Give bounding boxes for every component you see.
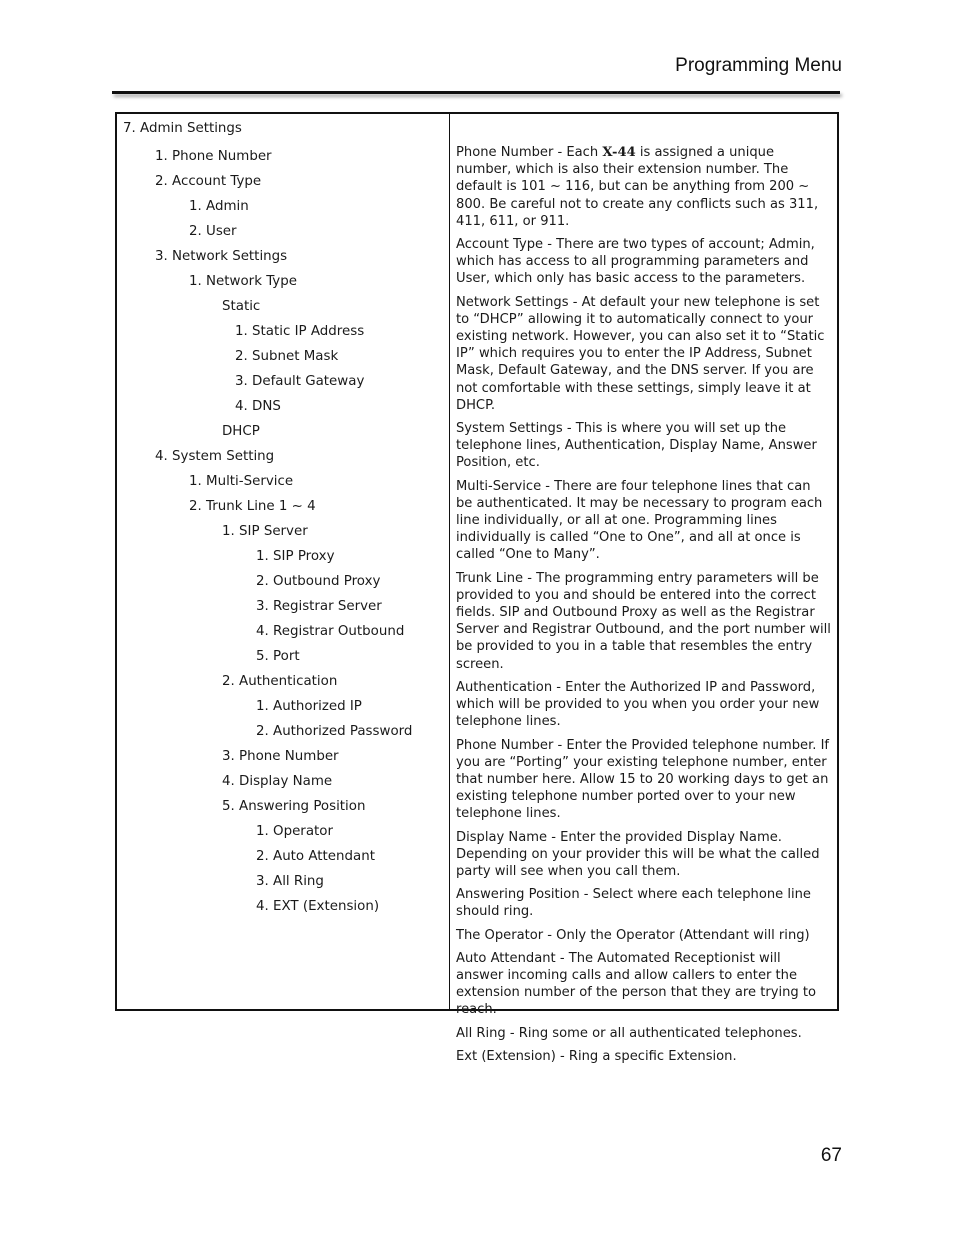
- menu-item: 2. Authentication: [222, 674, 338, 689]
- menu-item: 1. SIP Server: [222, 524, 308, 539]
- admin-settings-table: [115, 112, 839, 1064]
- desc-operator: The Operator - Only the Operator (Attendant will ring): [456, 927, 810, 943]
- menu-section-title: 7. Admin Settings: [123, 121, 242, 136]
- menu-item: 2. Outbound Proxy: [256, 574, 381, 589]
- description-column: [450, 114, 837, 1064]
- desc-all-ring: All Ring - Ring some or all authenticated telephones.: [456, 1025, 802, 1041]
- menu-item: 3. Phone Number: [222, 749, 339, 764]
- menu-item: 2. Trunk Line 1 ~ 4: [189, 499, 316, 514]
- desc-phone-number-post: is assigned a unique number, which is also their extension number. The default is 101 ~ 116, but can be anything from 200 ~ 800. Be careful not to create any conflicts such as 311, 411, 611, or 911.: [456, 145, 819, 229]
- desc-trunk-line: Trunk Line - The programming entry parameters will be provided to you and should be entered into the correct fields. SIP and Outbound Proxy as well as the Registrar Server and Registrar Outbound, and the port number will be provided to you in a table that resembles the entry screen.: [456, 570, 831, 672]
- menu-item: 5. Port: [256, 649, 300, 664]
- desc-authentication: Authentication - Enter the Authorized IP and Password, which will be provided to you when you order your new telephone lines.: [456, 679, 820, 730]
- desc-phone-number-pre: Phone Number - Each: [456, 145, 603, 160]
- desc-phone-number-entry: Phone Number - Enter the Provided telephone number. If you are “Porting” your existing telephone number, enter that number here. Allow 15 to 20 working days to get an existing telephone number ported over to your new telephone lines.: [456, 737, 830, 822]
- header-divider: [112, 91, 840, 94]
- menu-item: 1. Authorized IP: [256, 699, 362, 714]
- menu-item: DHCP: [222, 424, 260, 439]
- menu-item: 5. Answering Position: [222, 799, 366, 814]
- menu-item: 1. Network Type: [189, 274, 297, 289]
- menu-item: 3. Network Settings: [155, 249, 288, 264]
- menu-item: 3. Registrar Server: [256, 599, 382, 614]
- menu-tree-column: [117, 114, 450, 1009]
- page-number: 67: [820, 1145, 842, 1166]
- desc-answering-position: Answering Position - Select where each telephone line should ring.: [456, 887, 811, 920]
- menu-item: 1. Phone Number: [155, 149, 272, 164]
- menu-item: 1. SIP Proxy: [256, 549, 335, 564]
- menu-item: 2. Authorized Password: [256, 724, 413, 739]
- menu-item: 2. User: [189, 224, 237, 239]
- menu-item: 3. Default Gateway: [235, 374, 365, 389]
- product-brand: X-44: [602, 145, 636, 160]
- menu-item: 2. Account Type: [155, 174, 262, 189]
- desc-auto-attendant: Auto Attendant - The Automated Receptionist will answer incoming calls and allow callers to enter the extension number of the person that they are trying to reach.: [456, 950, 817, 1018]
- menu-tree: [117, 148, 412, 923]
- menu-item: 3. All Ring: [256, 874, 324, 889]
- menu-item: 1. Operator: [256, 824, 333, 839]
- menu-item: 4. Registrar Outbound: [256, 624, 405, 639]
- desc-display-name: Display Name - Enter the provided Display Name. Depending on your provider this will be what the called party will see when you call them.: [456, 829, 820, 879]
- menu-item: 4. Display Name: [222, 774, 333, 789]
- desc-system-settings: System Settings - This is where you will set up the telephone lines, Authentication, Display Name, Answer Position, etc.: [456, 421, 817, 471]
- menu-item: 1. Static IP Address: [235, 324, 365, 339]
- desc-multi-service: Multi-Service - There are four telephone lines that can be authenticated. It may be necessary to program each line individually, or all at one. Programming lines individually is called “One to One”, and all at once is called “One to Many”.: [456, 478, 823, 563]
- menu-item: Static: [222, 299, 261, 314]
- menu-item: 4. EXT (Extension): [256, 899, 380, 914]
- desc-phone-number: [456, 144, 831, 230]
- desc-network-settings: Network Settings - At default your new telephone is set to “DHCP” allowing it to automatically connect to your existing network. However, you can also set it to “Static IP” which requires you to enter the IP Address, Subnet Mask, Default Gateway, and the DNS server. If you are not comfortable with these settings, simply leave it at DHCP.: [456, 294, 825, 413]
- menu-item: 4. DNS: [235, 399, 281, 414]
- menu-item: 1. Admin: [189, 199, 249, 214]
- page-header-title: Programming Menu: [675, 55, 842, 76]
- menu-item: 2. Subnet Mask: [235, 349, 339, 364]
- desc-extension: Ext (Extension) - Ring a specific Extension.: [456, 1048, 737, 1064]
- menu-item: 1. Multi-Service: [189, 474, 294, 489]
- menu-item: 4. System Setting: [155, 449, 275, 464]
- desc-account-type: Account Type - There are two types of account; Admin, which has access to all programming parameters and User, which only has basic access to the parameters.: [456, 237, 815, 287]
- menu-item: 2. Auto Attendant: [256, 849, 375, 864]
